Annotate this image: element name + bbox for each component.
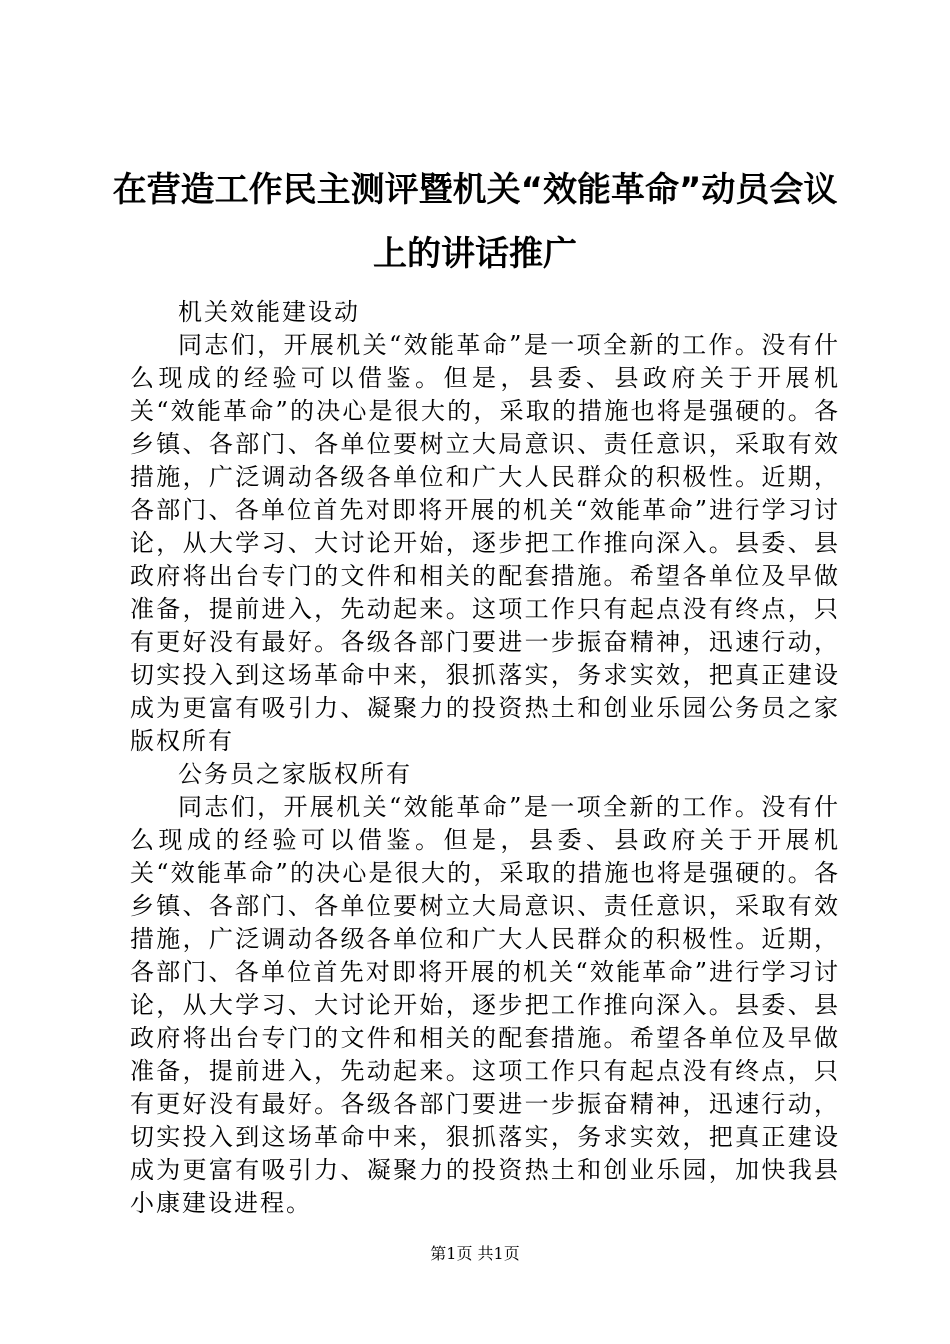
paragraph: 同志们，开展机关“效能革命”是一项全新的工作。没有什么现成的经验可以借鉴。但是，县委、县政府关于开展机关“效能革命”的决心是很大的，采取的措施也将是强硬的。各乡镇、各部门、各单位要树立大局意识、责任意识，采取有效措施，广泛调动各级各单位和广大人民群众的积极性。近期，各部门、各单位首先对即将开展的机关“效能革命”进行学习讨论，从大学习、大讨论开始，逐步把工作推向深入。县委、县政府将出台专门的文件和相关的配套措施。希望各单位及早做准备，提前进入，先动起来。这项工作只有起点没有终点，只有更好没有最好。各级各部门要进一步振奋精神，迅速行动，切实投入到这场革命中来，狠抓落实，务求实效，把真正建设成为更富有吸引力、凝聚力的投资热土和创业乐园公务员之家版权所有: [130, 331, 840, 755]
page-footer: 第1页 共1页: [430, 1244, 520, 1263]
paragraph-subheading: 机关效能建设动: [178, 298, 360, 326]
paragraph-copyright-note: 公务员之家版权所有: [178, 760, 412, 788]
paragraph: 同志们，开展机关“效能革命”是一项全新的工作。没有什么现成的经验可以借鉴。但是，县委、县政府关于开展机关“效能革命”的决心是很大的，采取的措施也将是强硬的。各乡镇、各部门、各单位要树立大局意识、责任意识，采取有效措施，广泛调动各级各单位和广大人民群众的积极性。近期，各部门、各单位首先对即将开展的机关“效能革命”进行学习讨论，从大学习、大讨论开始，逐步把工作推向深入。县委、县政府将出台专门的文件和相关的配套措施。希望各单位及早做准备，提前进入，先动起来。这项工作只有起点没有终点，只有更好没有最好。各级各部门要进一步振奋精神，迅速行动，切实投入到这场革命中来，狠抓落实，务求实效，把真正建设成为更富有吸引力、凝聚力的投资热土和创业乐园，加快我县小康建设进程。: [130, 793, 840, 1217]
document-body: [130, 296, 840, 1220]
document-title: 在营造工作民主测评暨机关“效能革命”动员会议上的讲话推广: [112, 170, 838, 274]
